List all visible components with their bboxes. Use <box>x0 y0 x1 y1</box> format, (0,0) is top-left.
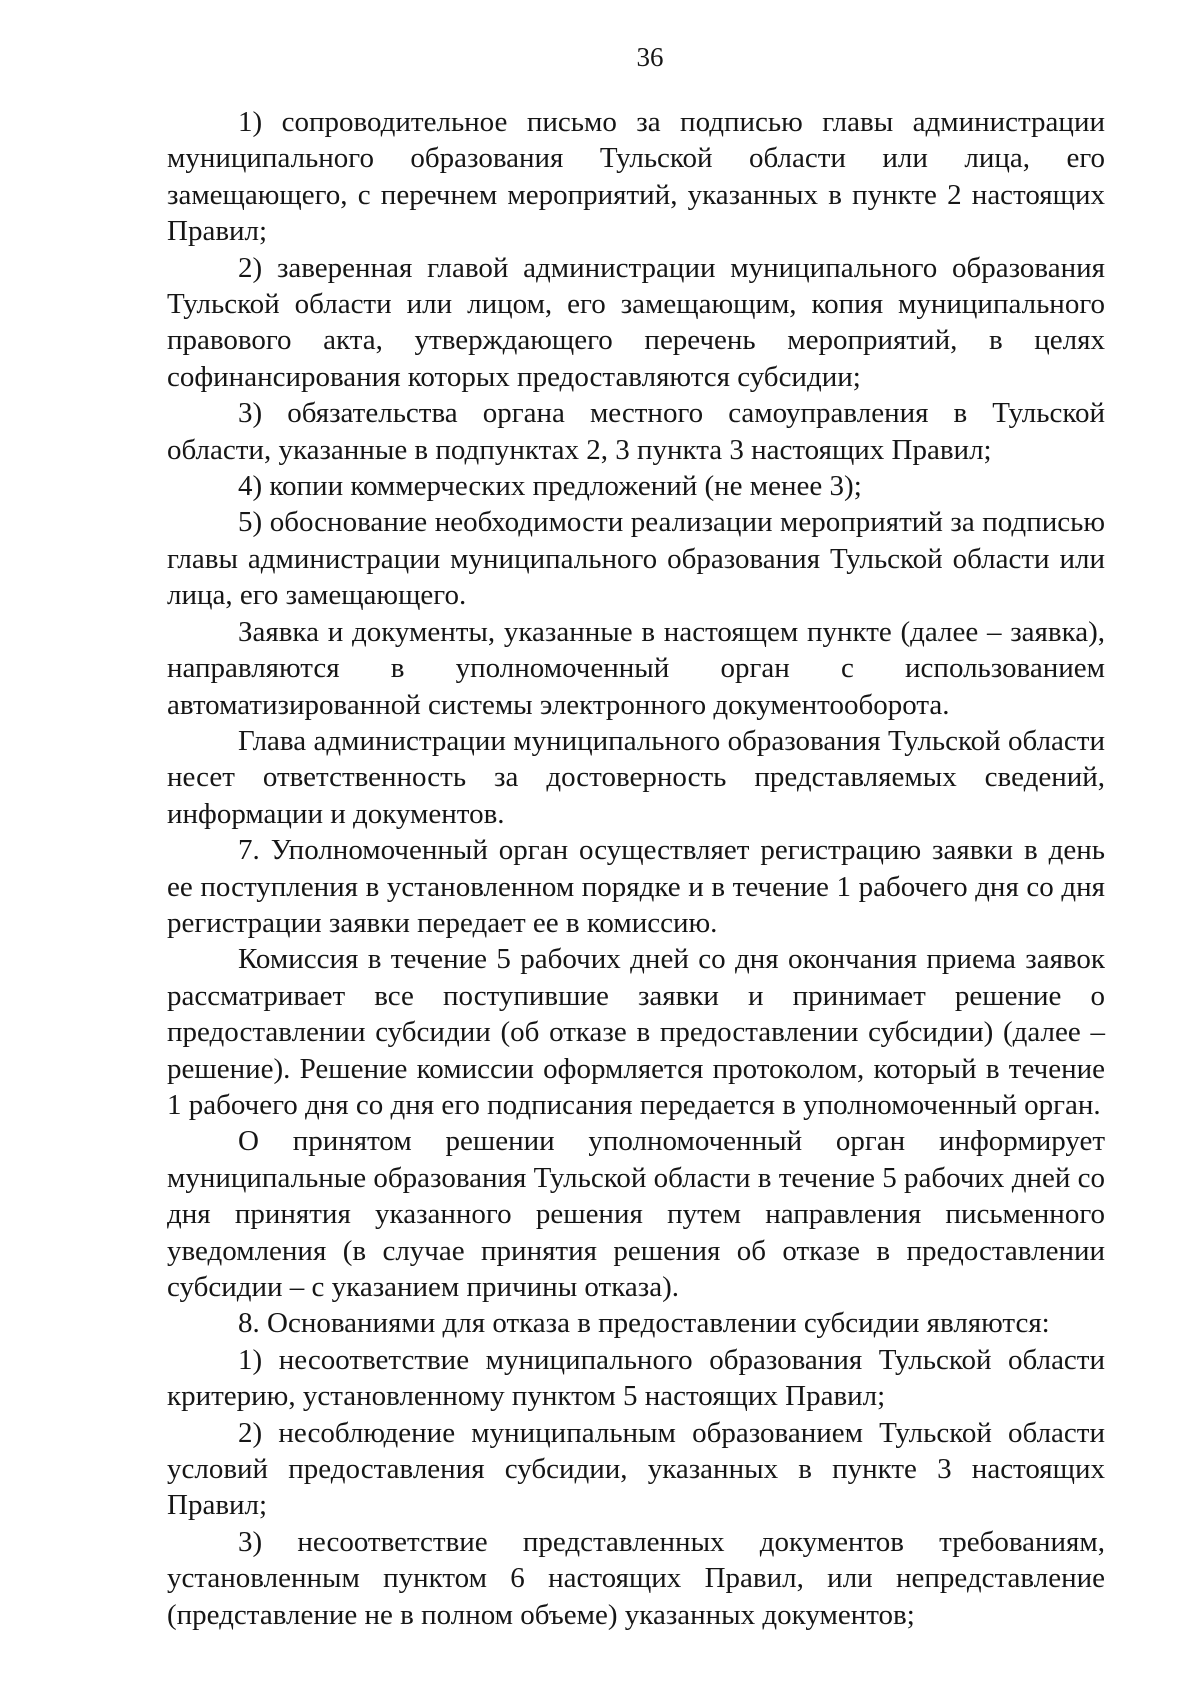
paragraph-commission-decision: Комиссия в течение 5 рабочих дней со дня окончания приема заявок рассматривает все поступившие заявки и принимает решение о предоставлении субсидии (об отказе в предоставлении субсидии) (далее – решение). Решение комиссии оформляется протоколом, который в течение 1 рабочего дня со дня его подписания передается в уполномоченный орган. <box>167 943 1105 1121</box>
paragraph-item-4-commercial-offers: 4) копии коммерческих предложений (не менее 3); <box>238 470 862 503</box>
document-body <box>167 104 1105 1633</box>
paragraph-refusal-ground-1: 1) несоответствие муниципального образования Тульской области критерию, установленному пунктом 5 настоящих Правил; <box>167 1343 1105 1413</box>
paragraph-item-5-justification: 5) обоснование необходимости реализации мероприятий за подписью главы администрации муниципального образования Тульской области или лица, его замещающего. <box>167 506 1105 612</box>
page-number: 36 <box>636 42 664 72</box>
paragraph-item-1-cover-letter: 1) сопроводительное письмо за подписью главы администрации муниципального образования Тульской области или лица, его замещающего, с перечнем мероприятий, указанных в пункте 2 настоящих Правил; <box>167 106 1105 248</box>
paragraph-item-3-obligations: 3) обязательства органа местного самоуправления в Тульской области, указанные в подпунктах 2, 3 пункта 3 настоящих Правил; <box>167 397 1105 466</box>
paragraph-item-2-certified-copy: 2) заверенная главой администрации муниципального образования Тульской области или лицом, его замещающим, копия муниципального правового акта, утверждающего перечень мероприятий, в целях софинансирования которых предоставляются субсидии; <box>167 251 1105 393</box>
paragraph-refusal-ground-3: 3) несоответствие представленных документов требованиям, установленным пунктом 6 настоящих Правил, или непредставление (представление не в полном объеме) указанных документов; <box>167 1525 1105 1631</box>
paragraph-decision-notification: О принятом решении уполномоченный орган информирует муниципальные образования Тульской области в течение 5 рабочих дней со дня принятия указанного решения путем направления письменного уведомления (в случае принятия решения об отказе в предоставлении субсидии – с указанием причины отказа). <box>167 1125 1105 1303</box>
paragraph-refusal-ground-2: 2) несоблюдение муниципальным образованием Тульской области условий предоставления субсидии, указанных в пункте 3 настоящих Правил; <box>167 1416 1105 1522</box>
paragraph-clause-8-refusal-grounds: 8. Основаниями для отказа в предоставлении субсидии являются: <box>238 1307 1050 1340</box>
paragraph-application-submission: Заявка и документы, указанные в настоящем пункте (далее – заявка), направляются в уполномоченный орган с использованием автоматизированной системы электронного документооборота. <box>167 615 1105 721</box>
paragraph-head-responsibility: Глава администрации муниципального образования Тульской области несет ответственность за достоверность представляемых сведений, информации и документов. <box>167 724 1105 830</box>
paragraph-clause-7-registration: 7. Уполномоченный орган осуществляет регистрацию заявки в день ее поступления в установленном порядке и в течение 1 рабочего дня со дня регистрации заявки передает ее в комиссию. <box>167 834 1105 939</box>
